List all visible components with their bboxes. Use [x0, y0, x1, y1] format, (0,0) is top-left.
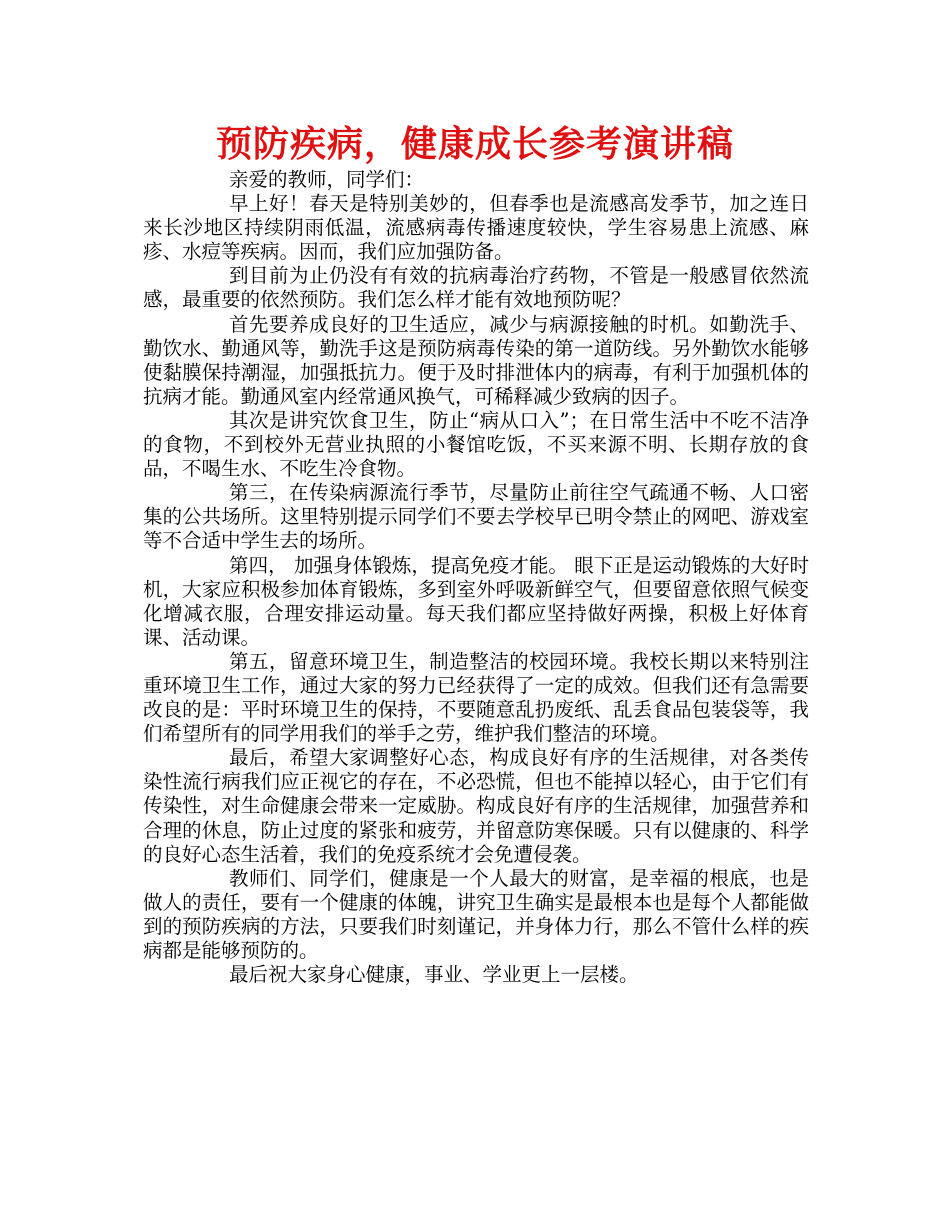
- paragraph-4: 其次是讲究饮食卫生，防止“病从口入”；在日常生活中不吃不洁净的食物，不到校外无营业执照的小餐馆吃饭，不买来源不明、长期存放的食品，不喝生水、不吃生冷食物。: [143, 408, 809, 481]
- paragraph-6: 第四， 加强身体锻炼，提高免疫才能。 眼下正是运动锻炼的大好时机，大家应积极参加体育锻炼，多到室外呼吸新鲜空气，但要留意依照气候变化增减衣服，合理安排运动量。每天我们都应坚持做好两操，积极上好体育课、活动课。: [143, 553, 809, 649]
- document-title: 预防疾病，健康成长参考演讲稿: [215, 124, 734, 165]
- greeting-line: 亲爱的教师，同学们：: [229, 168, 425, 191]
- paragraph-5: 第三，在传染病源流行季节，尽量防止前往空气疏通不畅、人口密集的公共场所。这里特别提示同学们不要去学校早已明令禁止的网吧、游戏室等不合适中学生去的场所。: [143, 481, 809, 553]
- paragraph-10: 最后祝大家身心健康，事业、学业更上一层楼。: [229, 963, 639, 987]
- paragraph-9: 教师们、同学们，健康是一个人最大的财富，是幸福的根底，也是做人的责任，要有一个健康的体魄，讲究卫生确实是最根本也是每个人都能做到的预防疾病的方法，只要我们时刻谨记，并身体力行，那么不管什么样的疾病都是能够预防的。: [143, 866, 809, 962]
- paragraph-1: 早上好！春天是特别美妙的，但春季也是流感高发季节，加之连日来长沙地区持续阴雨低温，流感病毒传播速度较快，学生容易患上流感、麻疹、水痘等疾病。因而，我们应加强防备。: [143, 192, 809, 264]
- document-body: [143, 168, 809, 987]
- paragraph-7: 第五，留意环境卫生，制造整洁的校园环境。我校长期以来特别注重环境卫生工作，通过大家的努力已经获得了一定的成效。但我们还有急需要改良的是：平时环境卫生的保持，不要随意乱扔废纸、乱丢食品包装袋等，我们希望所有的同学用我们的举手之劳，维护我们整洁的环境。: [143, 649, 809, 746]
- paragraph-3: 首先要养成良好的卫生适应，减少与病源接触的时机。如勤洗手、勤饮水、勤通风等，勤洗手这是预防病毒传染的第一道防线。另外勤饮水能够使黏膜保持潮湿，加强抵抗力。便于及时排泄体内的病毒，有利于加强机体的抗病才能。勤通风室内经常通风换气，可稀释减少致病的因子。: [143, 312, 809, 408]
- paragraph-8: 最后，希望大家调整好心态，构成良好有序的生活规律，对各类传染性流行病我们应正视它的存在，不必恐慌，但也不能掉以轻心，由于它们有传染性，对生命健康会带来一定威胁。构成良好有序的生活规律，加强营养和合理的休息，防止过度的紧张和疲劳，并留意防寒保暖。只有以健康的、科学的良好心态生活着，我们的免疫系统才会免遭侵袭。: [143, 746, 809, 866]
- paragraph-2: 到目前为止仍没有有效的抗病毒治疗药物，不管是一般感冒依然流感，最重要的依然预防。我们怎么样才能有效地预防呢？: [143, 264, 809, 312]
